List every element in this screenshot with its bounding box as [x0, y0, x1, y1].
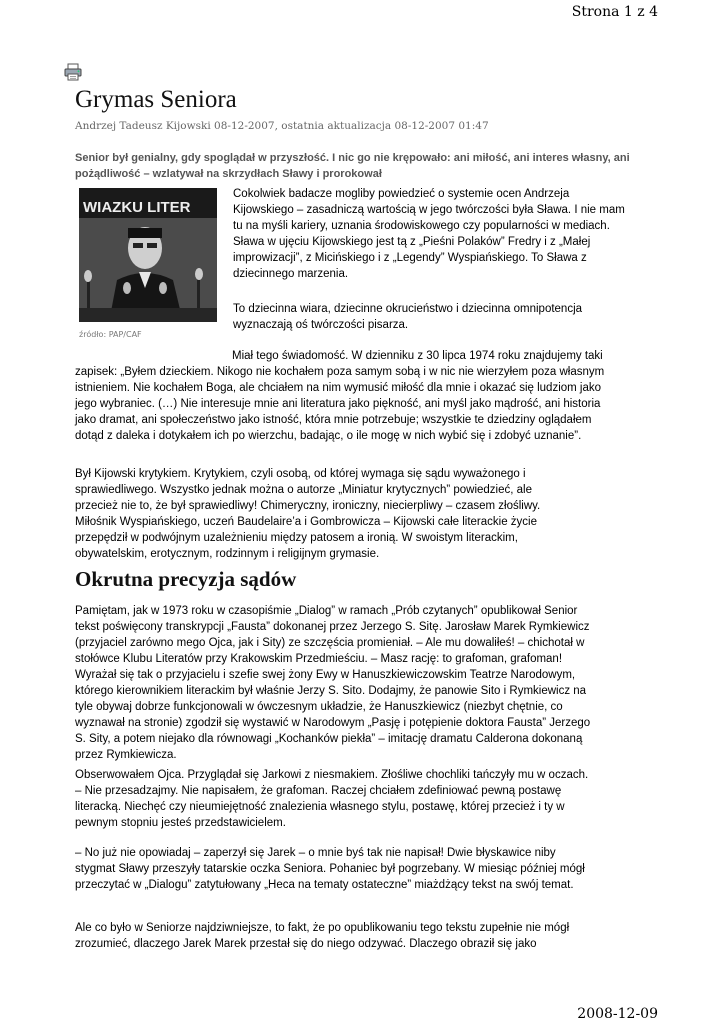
section-heading: Okrutna precyzja sądów	[75, 567, 297, 591]
section-paragraph-1: Pamiętam, jak w 1973 roku w czasopiśmie „Dialog” w ramach „Prób czytanych” opublikował Senior tekst poświęcony transkrypcji „Fausta” dokonanej przez Jerzego S. Sitę. Jarosław Marek Rymkiewicz (przyjaciel zarówno mego Ojca, jak i Sity) ze szczęścia promieniał. – Ale mu dowaliłeś! – chichotał w stołówce Klubu Literatów przy Krakowskim Przedmieściu. – Masz rację: to grafoman, grafoman! Wyrażał się tak o przyjacielu i szefie swej żony Ewy w Hanuszkiewiczowskim Teatrze Narodowym, którego kierownikiem literackim był właśnie Jerzy S. Sito. Dodajmy, że panowie Sito i Rymkiewicz na tyle obywaj dobrze funkcjonowali w ówczesnym układzie, że Hanuszkiewicz (niezbyt chętnie, co wyznawał na stronie) zgodził się wystawić w Narodowym „Pasję i potępienie doktora Fausta” Jerzego S. Sity, a potem niejako dla równowagi „Kochanków piekła” – imitację dramatu Calderona dokonaną przez Rymkiewicza.	[75, 605, 591, 761]
printer-icon[interactable]	[64, 63, 82, 81]
article-lead: Senior był genialny, gdy spoglądał w przyszłość. I nic go nie krępowało: ani miłość, ani interes własny, ani pożądliwość – wzlatywał na skrzydłach Sławy i prorokował	[75, 152, 630, 180]
page-number-header: Strona 1 z 4	[571, 4, 658, 20]
photo-caption: źródło: PAP/CAF	[79, 330, 142, 339]
paragraph-1: Cokolwiek badacze mogliby powiedzieć o systemie ocen Andrzeja Kijowskiego – zasadniczą wartością w jego twórczości była Sława. I nie mam tu na myśli kariery, uznania środowiskowego czy popularności w mediach. Sława w ujęciu Kijowskiego jest tą z „Pieśni Polaków” Fredry i z „Małej improwizacji”, z Micińskiego i z „Legendy” Wyspiańskiego. To Sława z dziecinnego marzenia.	[233, 188, 625, 280]
paragraph-3	[75, 348, 605, 444]
section-paragraph-4: Ale co było w Seniorze najdziwniejsze, to fakt, że po opublikowaniu tego tekstu zupełnie nie mógł zrozumieć, dlaczego Jarek Marek przestał się do niego odzywać. Dlaczego obraził się jako	[75, 922, 570, 950]
paragraph-2: To dziecinna wiara, dziecinne okrucieństwo i dziecinna omnipotencja wyznaczają oś twórczości pisarza.	[233, 303, 583, 331]
print-date-footer: 2008-12-09	[577, 1006, 658, 1022]
section-paragraph-3: – No już nie opowiadaj – zaperzył się Jarek – o mnie byś tak nie napisał! Dwie błyskawice niby stygmat Sławy przeszyły tatarskie oczka Seniora. Pohaniec był pogrzebany. W miesiąc później mógł przeczytać w „Dialogu” zatytułowany „Heca na tematy ostateczne” miażdżący tekst na swój temat.	[75, 847, 585, 891]
paragraph-3-text: Miał tego świadomość. W dzienniku z 30 lipca 1974 roku znajdujemy taki zapisek: „Byłem dzieckiem. Nikogo nie kochałem poza samym sobą i w nic nie wierzyłem poza własnym istnieniem. Nie kochałem Boga, ale chciałem na nim wymusić miłość dla mnie i okazać się ludziom jako jego wybraniec. (…) Nie interesuje mnie ani literatura jako piękność, ani myśl jako mądrość, ani historia jako dramat, ani społeczeństwo jako istność, która mnie potrzebuje; wszystkie te dziedziny oglądałem dotąd z daleka i dotykałem ich po wierzchu, badając, o ile mogę w nich wybić się i zdobyć uznanie”.	[75, 350, 605, 442]
article-title: Grymas Seniora	[75, 86, 237, 113]
section-paragraph-2: Obserwowałem Ojca. Przyglądał się Jarkowi z niesmakiem. Złośliwe chochliki tańczyły mu w oczach. – Nie przesadzajmy. Nie napisałem, że grafoman. Raczej chciałem zdefiniować pewną postawę literacką. Niechęć czy nieumiejętność znalezienia własnego stylu, postawę, której przecież i ty w pewnym stopniu jesteś przedstawicielem.	[75, 769, 589, 829]
photo-sign-text: WIAZKU LITER	[83, 199, 191, 216]
paragraph-4: Był Kijowski krytykiem. Krytykiem, czyli osobą, od której wymaga się sądu wyważonego i sprawiedliwego. Wszystko jednak można o autorze „Miniatur krytycznych” powiedzieć, ale przecież nie to, że był sprawiedliwy! Chimeryczny, ironiczny, niecierpliwy – czasem złośliwy. Miłośnik Wyspiańskiego, uczeń Baudelaire’a i Gombrowicza – Kijowski całe literackie życie przepędził w podwójnym uzależnieniu między patosem a ironią. W swoistym literackim, obywatelskim, erotycznym, rodzinnym i religijnym grymasie.	[75, 468, 541, 560]
article-photo	[79, 188, 217, 322]
article-byline: Andrzej Tadeusz Kijowski 08-12-2007, ostatnia aktualizacja 08-12-2007 01:47	[75, 120, 489, 132]
